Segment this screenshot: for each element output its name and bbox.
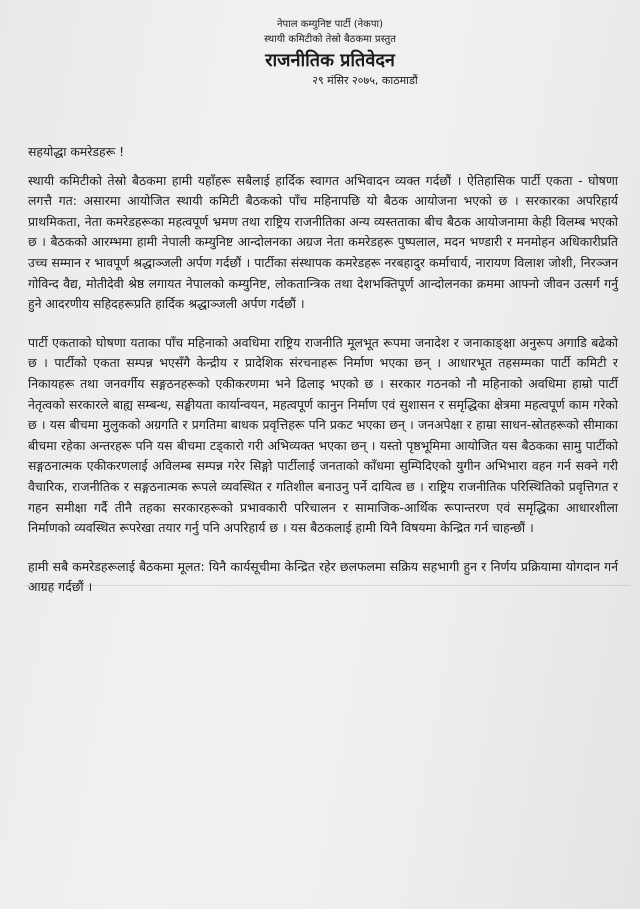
document-header <box>0 18 640 89</box>
date-place: २९ मंसिर २०७५, काठमाडौं <box>312 74 418 87</box>
paragraph-3: हामी सबै कमरेडहरूलाई बैठकमा मूलत: यिनै कार्यसूचीमा केन्द्रित रहेर छलफलमा सक्रिय सहभागी हुन र निर्णय प्रक्रियामा योगदान गर्न आग्रह गर्दछौं । <box>28 558 618 595</box>
document-subtitle: स्थायी कमिटीको तेस्रो बैठकमा प्रस्तुत <box>264 34 396 45</box>
document-title: राजनीतिक प्रतिवेदन <box>265 50 395 71</box>
paragraph-1: स्थायी कमिटीको तेस्रो बैठकमा हामी यहाँहरू सबैलाई हार्दिक स्वागत अभिवादन व्यक्त गर्दछौं । ऐतिहासिक पार्टी एकता - घोषणा लगत्तै गत: असारमा आयोजित स्थायी कमिटी बैठकको पाँच महिनापछि यो बैठक आयोजना भएको छ । सरकारका अपरिहार्य प्राथमिकता, नेता कमरेडहरूका महत्वपूर्ण भ्रमण तथा राष्ट्रिय राजनीतिका अन्य व्यस्तताका बीच बैठक आयोजनामा केही विलम्ब भएको छ । बैठकको आरम्भमा हामी नेपाली कम्युनिष्ट आन्दोलनका अग्रज नेता कमरेडहरू पुष्पलाल, मदन भण्डारी र मनमोहन अधिकारीप्रति उच्च सम्मान र भावपूर्ण श्रद्धाञ्जली अर्पण गर्दछौं । पार्टीका संस्थापक कमरेडहरू नरबहादुर कर्माचार्य, नारायण विलाश जोशी, निरञ्जन गोविन्द वैद्य, मोतीदेवी श्रेष्ठ लगायत नेपालको कम्युनिष्ट, लोकतान्त्रिक तथा देशभक्तिपूर्ण आन्दोलनका क्रममा आफ्नो जीवन उत्सर्ग गर्नु हुने आदरणीय सहिदहरूप्रति हार्दिक श्रद्धाञ्जली अर्पण गर्दछौं । <box>28 172 618 312</box>
paragraph-2: पार्टी एकताको घोषणा यताका पाँच महिनाको अवधिमा राष्ट्रिय राजनीति मूलभूत रूपमा जनादेश र जनाकाङ्क्षा अनुरूप अगाडि बढेको छ । पार्टीको एकता सम्पन्न भएसँगै केन्द्रीय र प्रादेशिक संरचनाहरू निर्माण भएका छन् । आधारभूत तहसम्मका पार्टी कमिटी र निकायहरू तथा जनवर्गीय सङ्गठनहरूको एकीकरणमा भने ढिलाइ भएको छ । सरकार गठनको नौ महिनाको अवधिमा हाम्रो पार्टी नेतृत्वको सरकारले बाह्य सम्बन्ध, सङ्घीयता कार्यान्वयन, महत्वपूर्ण कानुन निर्माण एवं सुशासन र समृद्धिका क्षेत्रमा महत्वपूर्ण काम गरेको छ । यस बीचमा मुलुकको अग्रगति र प्रगतिमा बाधक प्रवृत्तिहरू पनि प्रकट भएका छन् । जनअपेक्षा र हाम्रा साधन-स्रोतहरूको सीमाका बीचमा रहेका अन्तरहरू पनि यस बीचमा टड्कारो गरी अभिव्यक्त भएका छन् । यस्तो पृष्ठभूमिमा आयोजित यस बैठकका सामु पार्टीको सङ्गठनात्मक एकीकरणलाई अविलम्ब सम्पन्न गरेर सिङ्गो पार्टीलाई जनताको काँधमा सुम्पिदिएको युगीन अभिभारा वहन गर्न सक्ने गरी वैचारिक, राजनीतिक र सङ्गठनात्मक रूपले व्यवस्थित र गतिशील बनाउनु पर्ने दायित्व छ । राष्ट्रिय राजनीतिक परिस्थितिको प्रवृत्तिगत र गहन समीक्षा गर्दै तीनै तहका सरकारहरूको प्रभावकारी परिचालन र सामाजिक-आर्थिक रूपान्तरण एवं समृद्धिका आधारशीला निर्माणको व्यवस्थित रूपरेखा तयार गर्नु पनि अपरिहार्य छ । यस बैठकलाई हामी यिनै विषयमा केन्द्रित गर्न चाहन्छौं । <box>28 334 618 536</box>
document-body <box>28 142 618 616</box>
organization-name: नेपाल कम्युनिष्ट पार्टी (नेकपा) <box>276 19 384 30</box>
salutation: सहयोद्धा कमरेडहरू ! <box>28 144 125 159</box>
